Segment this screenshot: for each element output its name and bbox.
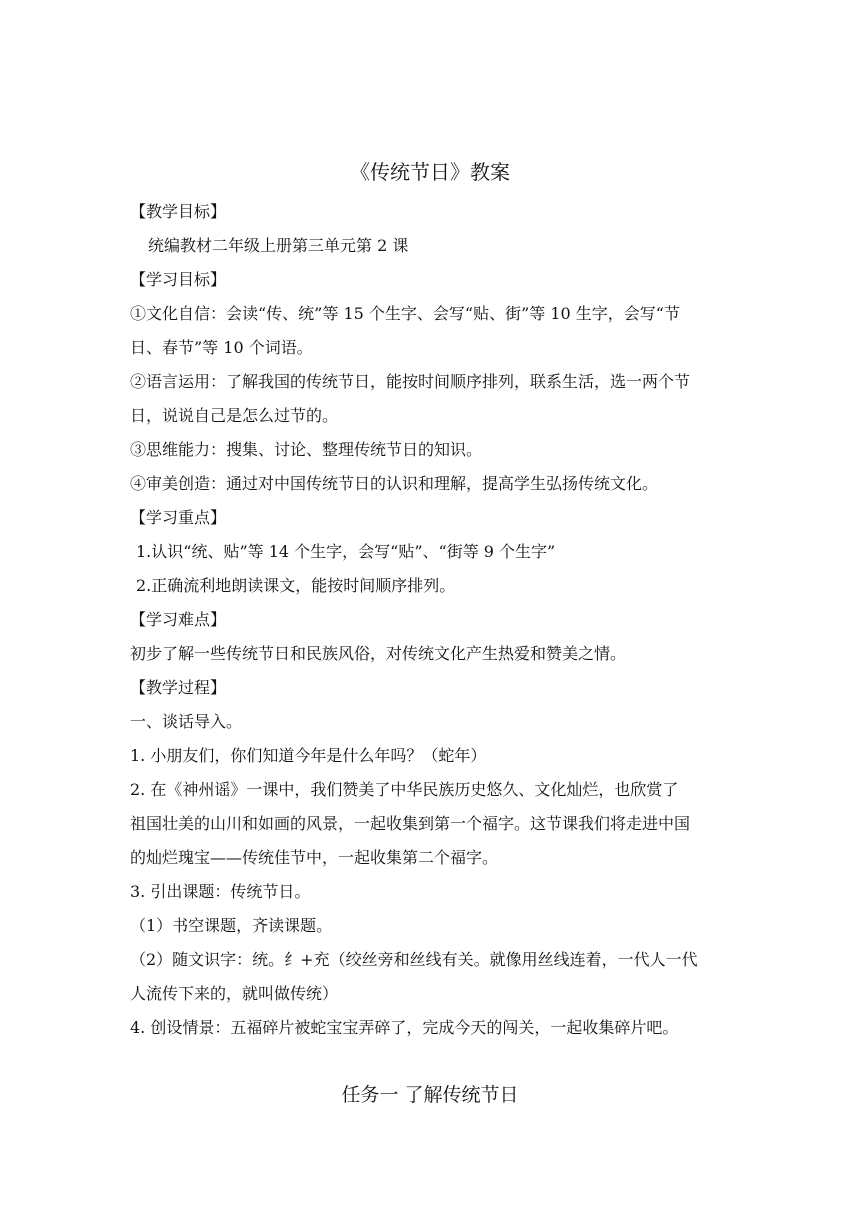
- text-line: 祖国壮美的山川和如画的风景，一起收集到第一个福字。这节课我们将走进中国: [130, 814, 691, 833]
- text-line: 一、谈话导入。: [130, 712, 243, 731]
- text-line: ④审美创造：通过对中国传统节日的认识和理解，提高学生弘扬传统文化。: [130, 474, 659, 493]
- text-line: 2.正确流利地朗读课文，能按时间顺序排列。: [136, 576, 456, 595]
- text-line: 2. 在《神州谣》一课中，我们赞美了中华民族历史悠久、文化灿烂，也欣赏了: [130, 780, 679, 799]
- text-line: （1）书空课题，齐读课题。: [130, 916, 333, 935]
- text-line: 1.认识“统、贴”等 14 个生字，会写“贴”、“街等 9 个生字”: [136, 542, 556, 561]
- heading-learning-goals: 【学习目标】: [130, 270, 227, 289]
- text-line: （2）随文识字：统。纟+充（绞丝旁和丝线有关。就像用丝线连着，一代人一代: [130, 950, 698, 969]
- heading-key-points: 【学习重点】: [130, 508, 227, 527]
- text-line: 人流传下来的，就叫做传统）: [130, 984, 339, 1003]
- text-line: 日、春节”等 10 个词语。: [130, 338, 313, 357]
- heading-difficulties: 【学习难点】: [130, 610, 227, 629]
- section-title: 任务一 了解传统节日: [341, 1084, 519, 1106]
- document-title: 《传统节日》教案: [350, 160, 510, 184]
- text-line: 日，说说自己是怎么过节的。: [130, 406, 339, 425]
- text-line: 1. 小朋友们，你们知道今年是什么年吗？（蛇年）: [130, 746, 487, 765]
- text-line: 初步了解一些传统节日和民族风俗，对传统文化产生热爱和赞美之情。: [130, 644, 627, 663]
- text-line: ②语言运用：了解我国的传统节日，能按时间顺序排列，联系生活，选一两个节: [130, 372, 691, 391]
- heading-teaching-process: 【教学过程】: [130, 678, 227, 697]
- heading-teaching-goals: 【教学目标】: [130, 202, 227, 221]
- text-line: 统编教材二年级上册第三单元第 2 课: [148, 236, 409, 255]
- text-line: ①文化自信：会读“传、统”等 15 个生字、会写“贴、街”等 10 生字，会写“节: [130, 304, 680, 323]
- text-line: ③思维能力：搜集、讨论、整理传统节日的知识。: [130, 440, 483, 459]
- text-line: 3. 引出课题：传统节日。: [130, 882, 311, 901]
- text-line: 的灿烂瑰宝——传统佳节中，一起收集第二个福字。: [130, 848, 499, 867]
- text-line: 4. 创设情景：五福碎片被蛇宝宝弄碎了，完成今天的闯关，一起收集碎片吧。: [130, 1018, 679, 1037]
